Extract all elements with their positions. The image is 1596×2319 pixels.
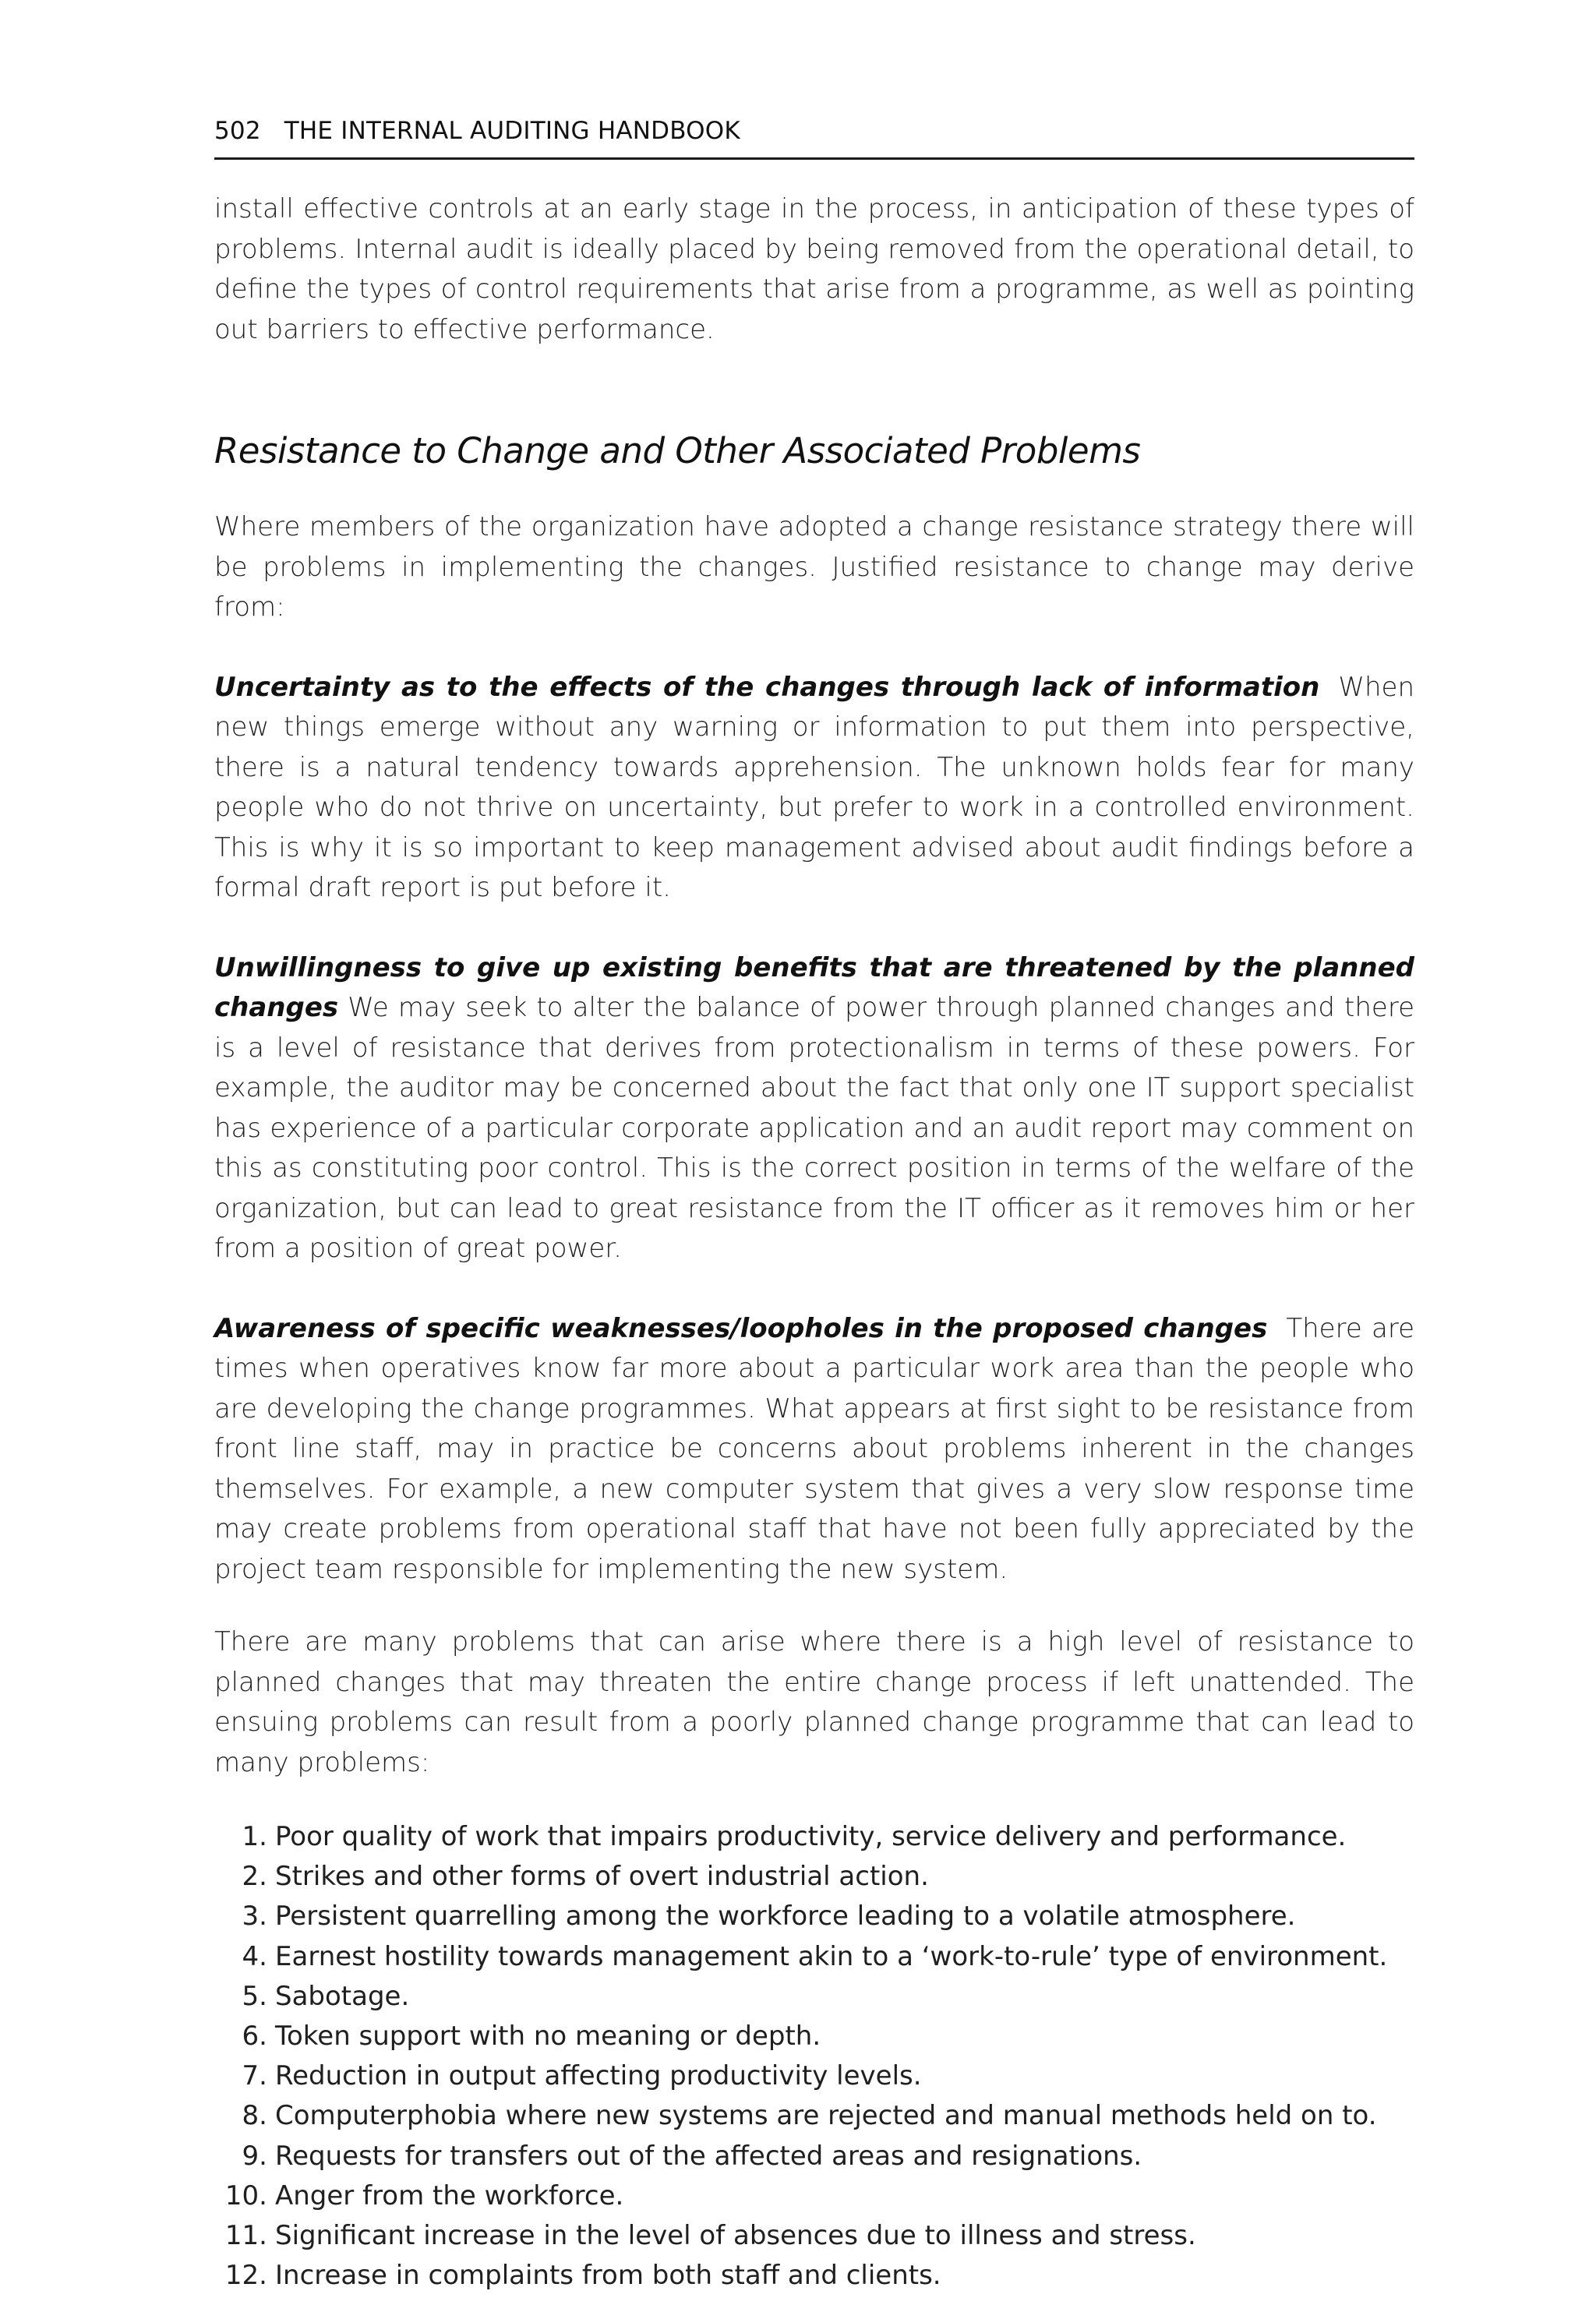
list-item-text: Computerphobia where new systems are rejected and manual methods held on to.	[275, 2100, 1377, 2132]
section-title: Resistance to Change and Other Associated Problems	[214, 430, 1141, 471]
list-item-text: Increase in complaints from both staff and clients.	[275, 2260, 941, 2292]
list-item-text: Reduction in output affecting productivity levels.	[275, 2060, 922, 2092]
list-item	[214, 2137, 1414, 2176]
list-item	[214, 2256, 1414, 2296]
list-item-number: 12.	[224, 2260, 267, 2292]
list-item-text: Sabotage.	[275, 1980, 410, 2012]
run-in-heading: Awareness of specific weaknesses/loopholes in the proposed changes	[214, 1312, 1268, 1344]
list-item-text: Token support with no meaning or depth.	[275, 2021, 821, 2053]
list-item-number: 8.	[242, 2100, 267, 2132]
run-in-paragraph-uncertainty	[214, 668, 1414, 909]
list-item-text: Anger from the workforce.	[275, 2180, 624, 2211]
list-item-number: 5.	[242, 1980, 267, 2012]
list-item	[214, 1857, 1414, 1897]
list-item-number: 11.	[224, 2220, 267, 2252]
list-item-number: 3.	[242, 1901, 267, 1932]
list-item-number: 9.	[242, 2140, 267, 2172]
list-item	[214, 2216, 1414, 2256]
run-in-text: When new things emerge without any warning or information to put them into perspective, there is a natural tendency towards apprehension. The unknown holds fear for many people who do not thrive on uncertainty, but prefer to work in a controlled environment. This is why it is so important to keep management advised about audit findings before a formal draft report is put before it.	[214, 671, 1414, 903]
list-item	[214, 2017, 1414, 2056]
list-item	[214, 2176, 1414, 2216]
list-item-text: Strikes and other forms of overt industrial action.	[275, 1861, 929, 1893]
list-item-number: 2.	[242, 1861, 267, 1893]
run-in-heading: Unwillingness to give up existing benefits that are threatened by the planned changes	[214, 951, 1414, 1023]
list-item	[214, 2056, 1414, 2096]
list-item	[214, 1897, 1414, 1936]
list-item-number: 4.	[242, 1940, 267, 1972]
run-in-text: There are times when operatives know far more about a particular work area than the people who are developing the change programmes. What appears at first sight to be resistance from front line staff, may in practice be concerns about problems inherent in the changes themselves. For example, a new computer system that gives a very slow response time may create problems from operational staff that have not been fully appreciated by the project team responsible for implementing the new system.	[214, 1312, 1415, 1585]
closing-paragraph: There are many problems that can arise where there is a high level of resistance to planned changes that may threaten the entire change process if left unattended. The ensuing problems can result from a poorly planned change programme that can lead to many problems:	[214, 1626, 1414, 1778]
book-page	[214, 117, 1414, 2296]
list-item-number: 1.	[242, 1821, 267, 1852]
book-title: THE INTERNAL AUDITING HANDBOOK	[284, 117, 740, 145]
list-item	[214, 2096, 1414, 2136]
opening-paragraph: install effective controls at an early stage in the process, in anticipation of these types of problems. Internal audit is ideally placed by being removed from the operational detail, to define the types of control requirements that arise from a programme, as well as pointing out barriers to effective performance.	[214, 193, 1414, 345]
list-item-number: 10.	[224, 2180, 267, 2211]
list-item	[214, 1817, 1414, 1857]
run-in-heading: Uncertainty as to the effects of the changes through lack of information	[214, 671, 1320, 703]
list-item	[214, 1977, 1414, 2017]
run-in-text: We may seek to alter the balance of power through planned changes and there is a level of resistance that derives from protectionalism in terms of these powers. For example, the auditor may be concerned about the fact that only one IT support specialist has experience of a particular corporate application and an audit report may comment on this as constituting poor control. This is the correct position in terms of the welfare of the organization, but can lead to great resistance from the IT officer as it removes him or her from a position of great power.	[214, 992, 1415, 1264]
list-item-number: 6.	[242, 2021, 267, 2053]
list-item-text: Poor quality of work that impairs productivity, service delivery and performance.	[275, 1821, 1347, 1852]
running-head	[214, 117, 1414, 160]
section-intro: Where members of the organization have adopted a change resistance strategy there will be problems in implementing the changes. Justified resistance to change may derive from:	[214, 511, 1414, 623]
problems-list	[214, 1817, 1414, 2296]
list-item-number: 7.	[242, 2060, 267, 2092]
run-in-paragraph-awareness	[214, 1309, 1414, 1590]
list-item-text: Significant increase in the level of absences due to illness and stress.	[275, 2220, 1196, 2252]
run-in-paragraph-unwillingness	[214, 948, 1414, 1269]
list-item-text: Requests for transfers out of the affected areas and resignations.	[275, 2140, 1142, 2172]
page-number: 502	[214, 117, 261, 145]
list-item-text: Persistent quarrelling among the workforce leading to a volatile atmosphere.	[275, 1901, 1296, 1932]
list-item	[214, 1937, 1414, 1977]
list-item-text: Earnest hostility towards management akin to a ‘work-to-rule’ type of environment.	[275, 1940, 1388, 1972]
